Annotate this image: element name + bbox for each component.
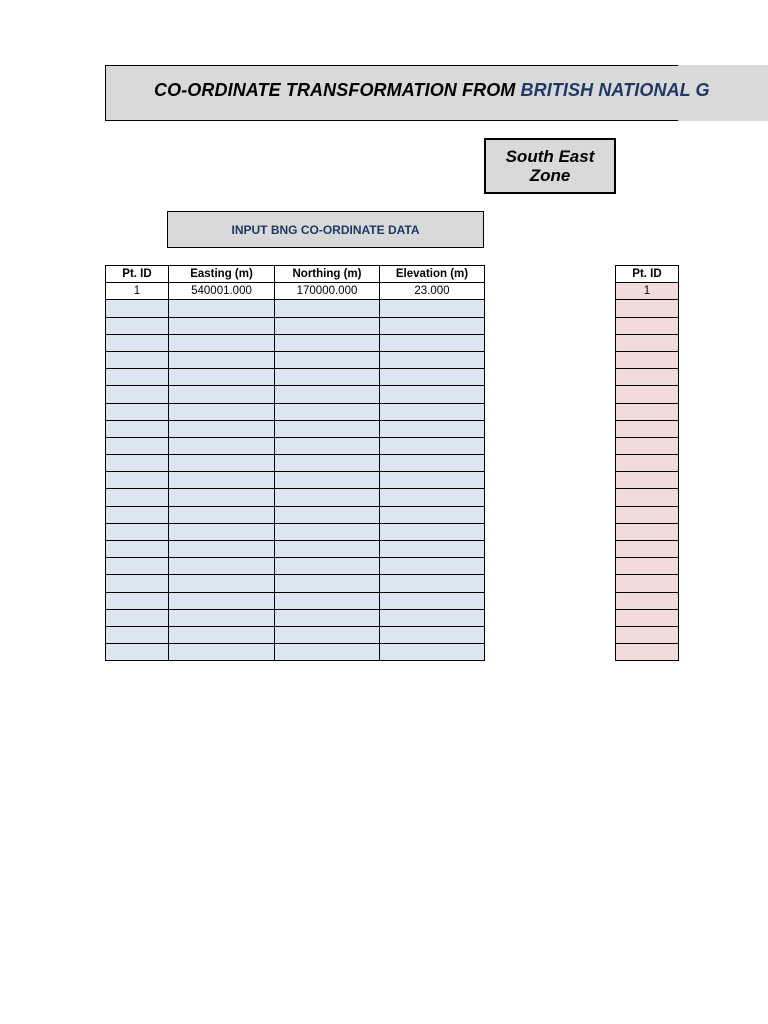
- input-table-cell[interactable]: [275, 523, 380, 540]
- input-table-cell[interactable]: [275, 386, 380, 403]
- input-table-cell[interactable]: [380, 403, 485, 420]
- input-table-cell[interactable]: [106, 609, 169, 626]
- input-table-cell[interactable]: [275, 472, 380, 489]
- output-table-cell: [616, 541, 679, 558]
- input-table-row: [106, 489, 485, 506]
- output-table-row: [616, 300, 679, 317]
- input-table-cell[interactable]: [275, 403, 380, 420]
- input-table-row: [106, 386, 485, 403]
- output-table-row: [616, 626, 679, 643]
- input-table-cell[interactable]: [380, 300, 485, 317]
- input-table-cell[interactable]: [169, 403, 275, 420]
- input-table-row: [106, 609, 485, 626]
- input-table-row: [106, 558, 485, 575]
- input-table-row: [106, 626, 485, 643]
- input-table-cell[interactable]: [275, 644, 380, 661]
- page-title: [154, 80, 710, 101]
- input-table-cell[interactable]: [106, 369, 169, 386]
- input-table-cell[interactable]: [380, 317, 485, 334]
- input-table-cell[interactable]: [169, 609, 275, 626]
- output-table-cell: [616, 644, 679, 661]
- column-header-northing: Northing (m): [275, 266, 380, 283]
- input-table-header-row: [106, 266, 485, 283]
- page-title-accent: BRITISH NATIONAL G: [520, 80, 710, 100]
- input-table-row: [106, 644, 485, 661]
- input-section-label: INPUT BNG CO-ORDINATE DATA: [231, 222, 420, 237]
- input-table-cell[interactable]: [169, 472, 275, 489]
- output-table-cell: [616, 351, 679, 368]
- output-table-row: [616, 489, 679, 506]
- output-table-row: [616, 592, 679, 609]
- input-table-cell[interactable]: [275, 609, 380, 626]
- output-table-row: [616, 420, 679, 437]
- title-banner: [105, 65, 710, 121]
- input-table-cell[interactable]: [275, 300, 380, 317]
- input-table-cell[interactable]: [275, 420, 380, 437]
- input-table-cell[interactable]: [275, 575, 380, 592]
- column-header-pt-id: Pt. ID: [106, 266, 169, 283]
- input-coordinate-table: [105, 265, 485, 661]
- input-table-row: [106, 575, 485, 592]
- input-table-cell[interactable]: [169, 592, 275, 609]
- input-table-cell[interactable]: [106, 300, 169, 317]
- input-table-row: [106, 437, 485, 454]
- input-table-cell[interactable]: [380, 541, 485, 558]
- input-table-cell[interactable]: [169, 455, 275, 472]
- input-table-cell[interactable]: [380, 523, 485, 540]
- output-table-cell: [616, 420, 679, 437]
- input-table-cell[interactable]: [169, 626, 275, 643]
- input-table-row: [106, 506, 485, 523]
- input-table-row: [106, 403, 485, 420]
- input-table-cell[interactable]: [275, 351, 380, 368]
- input-table-cell[interactable]: [106, 575, 169, 592]
- output-table-cell: [616, 523, 679, 540]
- input-table-cell[interactable]: [106, 386, 169, 403]
- input-table-cell[interactable]: [169, 437, 275, 454]
- input-table-row: [106, 541, 485, 558]
- input-table-cell[interactable]: [380, 386, 485, 403]
- output-table-cell: [616, 455, 679, 472]
- input-table-cell[interactable]: [169, 575, 275, 592]
- output-table-row: [616, 386, 679, 403]
- output-table-row: [616, 317, 679, 334]
- input-table-cell[interactable]: [275, 334, 380, 351]
- output-table-row: [616, 506, 679, 523]
- input-table-cell[interactable]: [106, 506, 169, 523]
- input-table-cell[interactable]: [380, 626, 485, 643]
- input-table-cell[interactable]: [380, 334, 485, 351]
- input-table-cell[interactable]: [275, 506, 380, 523]
- input-table-row: [106, 317, 485, 334]
- column-header-easting: Easting (m): [169, 266, 275, 283]
- input-table-cell[interactable]: [380, 472, 485, 489]
- output-table-row: [616, 472, 679, 489]
- output-table-row: [616, 334, 679, 351]
- input-table-cell[interactable]: [169, 506, 275, 523]
- output-table-cell: [616, 403, 679, 420]
- output-coordinate-table: [615, 265, 679, 661]
- input-table-cell[interactable]: [169, 644, 275, 661]
- input-table-cell[interactable]: [169, 351, 275, 368]
- input-table-cell[interactable]: [275, 541, 380, 558]
- input-table-cell[interactable]: [106, 351, 169, 368]
- output-table-cell: [616, 489, 679, 506]
- input-table-row: [106, 351, 485, 368]
- output-table-row: [616, 609, 679, 626]
- output-table-row: [616, 437, 679, 454]
- output-table-row: [616, 575, 679, 592]
- input-table-cell[interactable]: [106, 317, 169, 334]
- input-table-cell[interactable]: [275, 317, 380, 334]
- input-table-cell[interactable]: 1: [106, 283, 169, 300]
- input-table-cell[interactable]: [169, 523, 275, 540]
- input-table-cell[interactable]: [275, 437, 380, 454]
- input-table-cell[interactable]: [106, 455, 169, 472]
- input-table-cell[interactable]: [380, 369, 485, 386]
- input-table-cell[interactable]: [380, 506, 485, 523]
- input-table-cell[interactable]: [106, 592, 169, 609]
- output-table-row: [616, 523, 679, 540]
- input-table-row: [106, 472, 485, 489]
- input-table-cell[interactable]: [106, 541, 169, 558]
- output-table-cell: [616, 386, 679, 403]
- zone-label-box: [484, 138, 616, 194]
- output-table-cell: 1: [616, 283, 679, 300]
- input-table-cell[interactable]: [275, 558, 380, 575]
- input-table-cell[interactable]: [275, 626, 380, 643]
- input-table-cell[interactable]: [169, 300, 275, 317]
- input-table-cell[interactable]: [106, 644, 169, 661]
- input-table-cell[interactable]: [275, 592, 380, 609]
- input-table-cell[interactable]: [275, 455, 380, 472]
- output-table-row: [616, 403, 679, 420]
- output-table-cell: [616, 369, 679, 386]
- input-table-row: [106, 592, 485, 609]
- input-table-row: [106, 369, 485, 386]
- output-table-row: [616, 369, 679, 386]
- input-table-cell[interactable]: [169, 369, 275, 386]
- input-table-cell[interactable]: [106, 523, 169, 540]
- input-table-cell[interactable]: [380, 455, 485, 472]
- column-header-elevation: Elevation (m): [380, 266, 485, 283]
- input-table-cell[interactable]: [275, 489, 380, 506]
- output-table-cell: [616, 609, 679, 626]
- zone-label-line-2: Zone: [529, 166, 571, 185]
- input-table-cell[interactable]: [380, 592, 485, 609]
- output-table-header-row: [616, 266, 679, 283]
- input-table-cell[interactable]: [380, 558, 485, 575]
- output-table-cell: [616, 317, 679, 334]
- input-table-cell[interactable]: 170000.000: [275, 283, 380, 300]
- input-table-cell[interactable]: [380, 575, 485, 592]
- output-table-cell: [616, 437, 679, 454]
- output-table-cell: [616, 558, 679, 575]
- output-table-cell: [616, 334, 679, 351]
- input-table-cell[interactable]: [106, 420, 169, 437]
- input-table-cell[interactable]: [106, 334, 169, 351]
- output-table-row: [616, 541, 679, 558]
- input-table-cell[interactable]: [106, 437, 169, 454]
- input-table-cell[interactable]: [380, 420, 485, 437]
- page-title-prefix: CO-ORDINATE TRANSFORMATION FROM: [154, 80, 516, 100]
- input-table-row: [106, 420, 485, 437]
- input-table-cell[interactable]: [169, 541, 275, 558]
- output-column-header-pt-id: Pt. ID: [616, 266, 679, 283]
- input-table-cell[interactable]: [380, 351, 485, 368]
- input-table-cell[interactable]: [169, 317, 275, 334]
- input-table-row: [106, 455, 485, 472]
- input-table-cell[interactable]: [169, 420, 275, 437]
- input-table-cell[interactable]: 23.000: [380, 283, 485, 300]
- input-table-cell[interactable]: [106, 472, 169, 489]
- input-table-row: [106, 283, 485, 300]
- input-table-cell[interactable]: [275, 369, 380, 386]
- input-table-cell[interactable]: [106, 558, 169, 575]
- output-table-row: [616, 558, 679, 575]
- output-table-cell: [616, 592, 679, 609]
- input-table-cell[interactable]: [106, 489, 169, 506]
- input-table-cell[interactable]: 540001.000: [169, 283, 275, 300]
- output-table-row: [616, 351, 679, 368]
- zone-label-line-1: South East: [505, 147, 595, 166]
- output-table-cell: [616, 626, 679, 643]
- output-table-cell: [616, 472, 679, 489]
- output-table-cell: [616, 506, 679, 523]
- input-table-cell[interactable]: [380, 644, 485, 661]
- output-table-cell: [616, 300, 679, 317]
- output-table-row: [616, 283, 679, 300]
- input-table-row: [106, 300, 485, 317]
- input-table-row: [106, 523, 485, 540]
- input-table-cell[interactable]: [106, 403, 169, 420]
- input-table-cell[interactable]: [106, 626, 169, 643]
- input-table-row: [106, 334, 485, 351]
- input-section-header: [167, 211, 484, 248]
- output-table-row: [616, 644, 679, 661]
- input-table-cell[interactable]: [169, 334, 275, 351]
- output-table-row: [616, 455, 679, 472]
- output-table-cell: [616, 575, 679, 592]
- input-table-cell[interactable]: [380, 609, 485, 626]
- input-table-cell[interactable]: [169, 386, 275, 403]
- input-table-cell[interactable]: [380, 489, 485, 506]
- input-table-cell[interactable]: [380, 437, 485, 454]
- input-table-cell[interactable]: [169, 558, 275, 575]
- input-table-cell[interactable]: [169, 489, 275, 506]
